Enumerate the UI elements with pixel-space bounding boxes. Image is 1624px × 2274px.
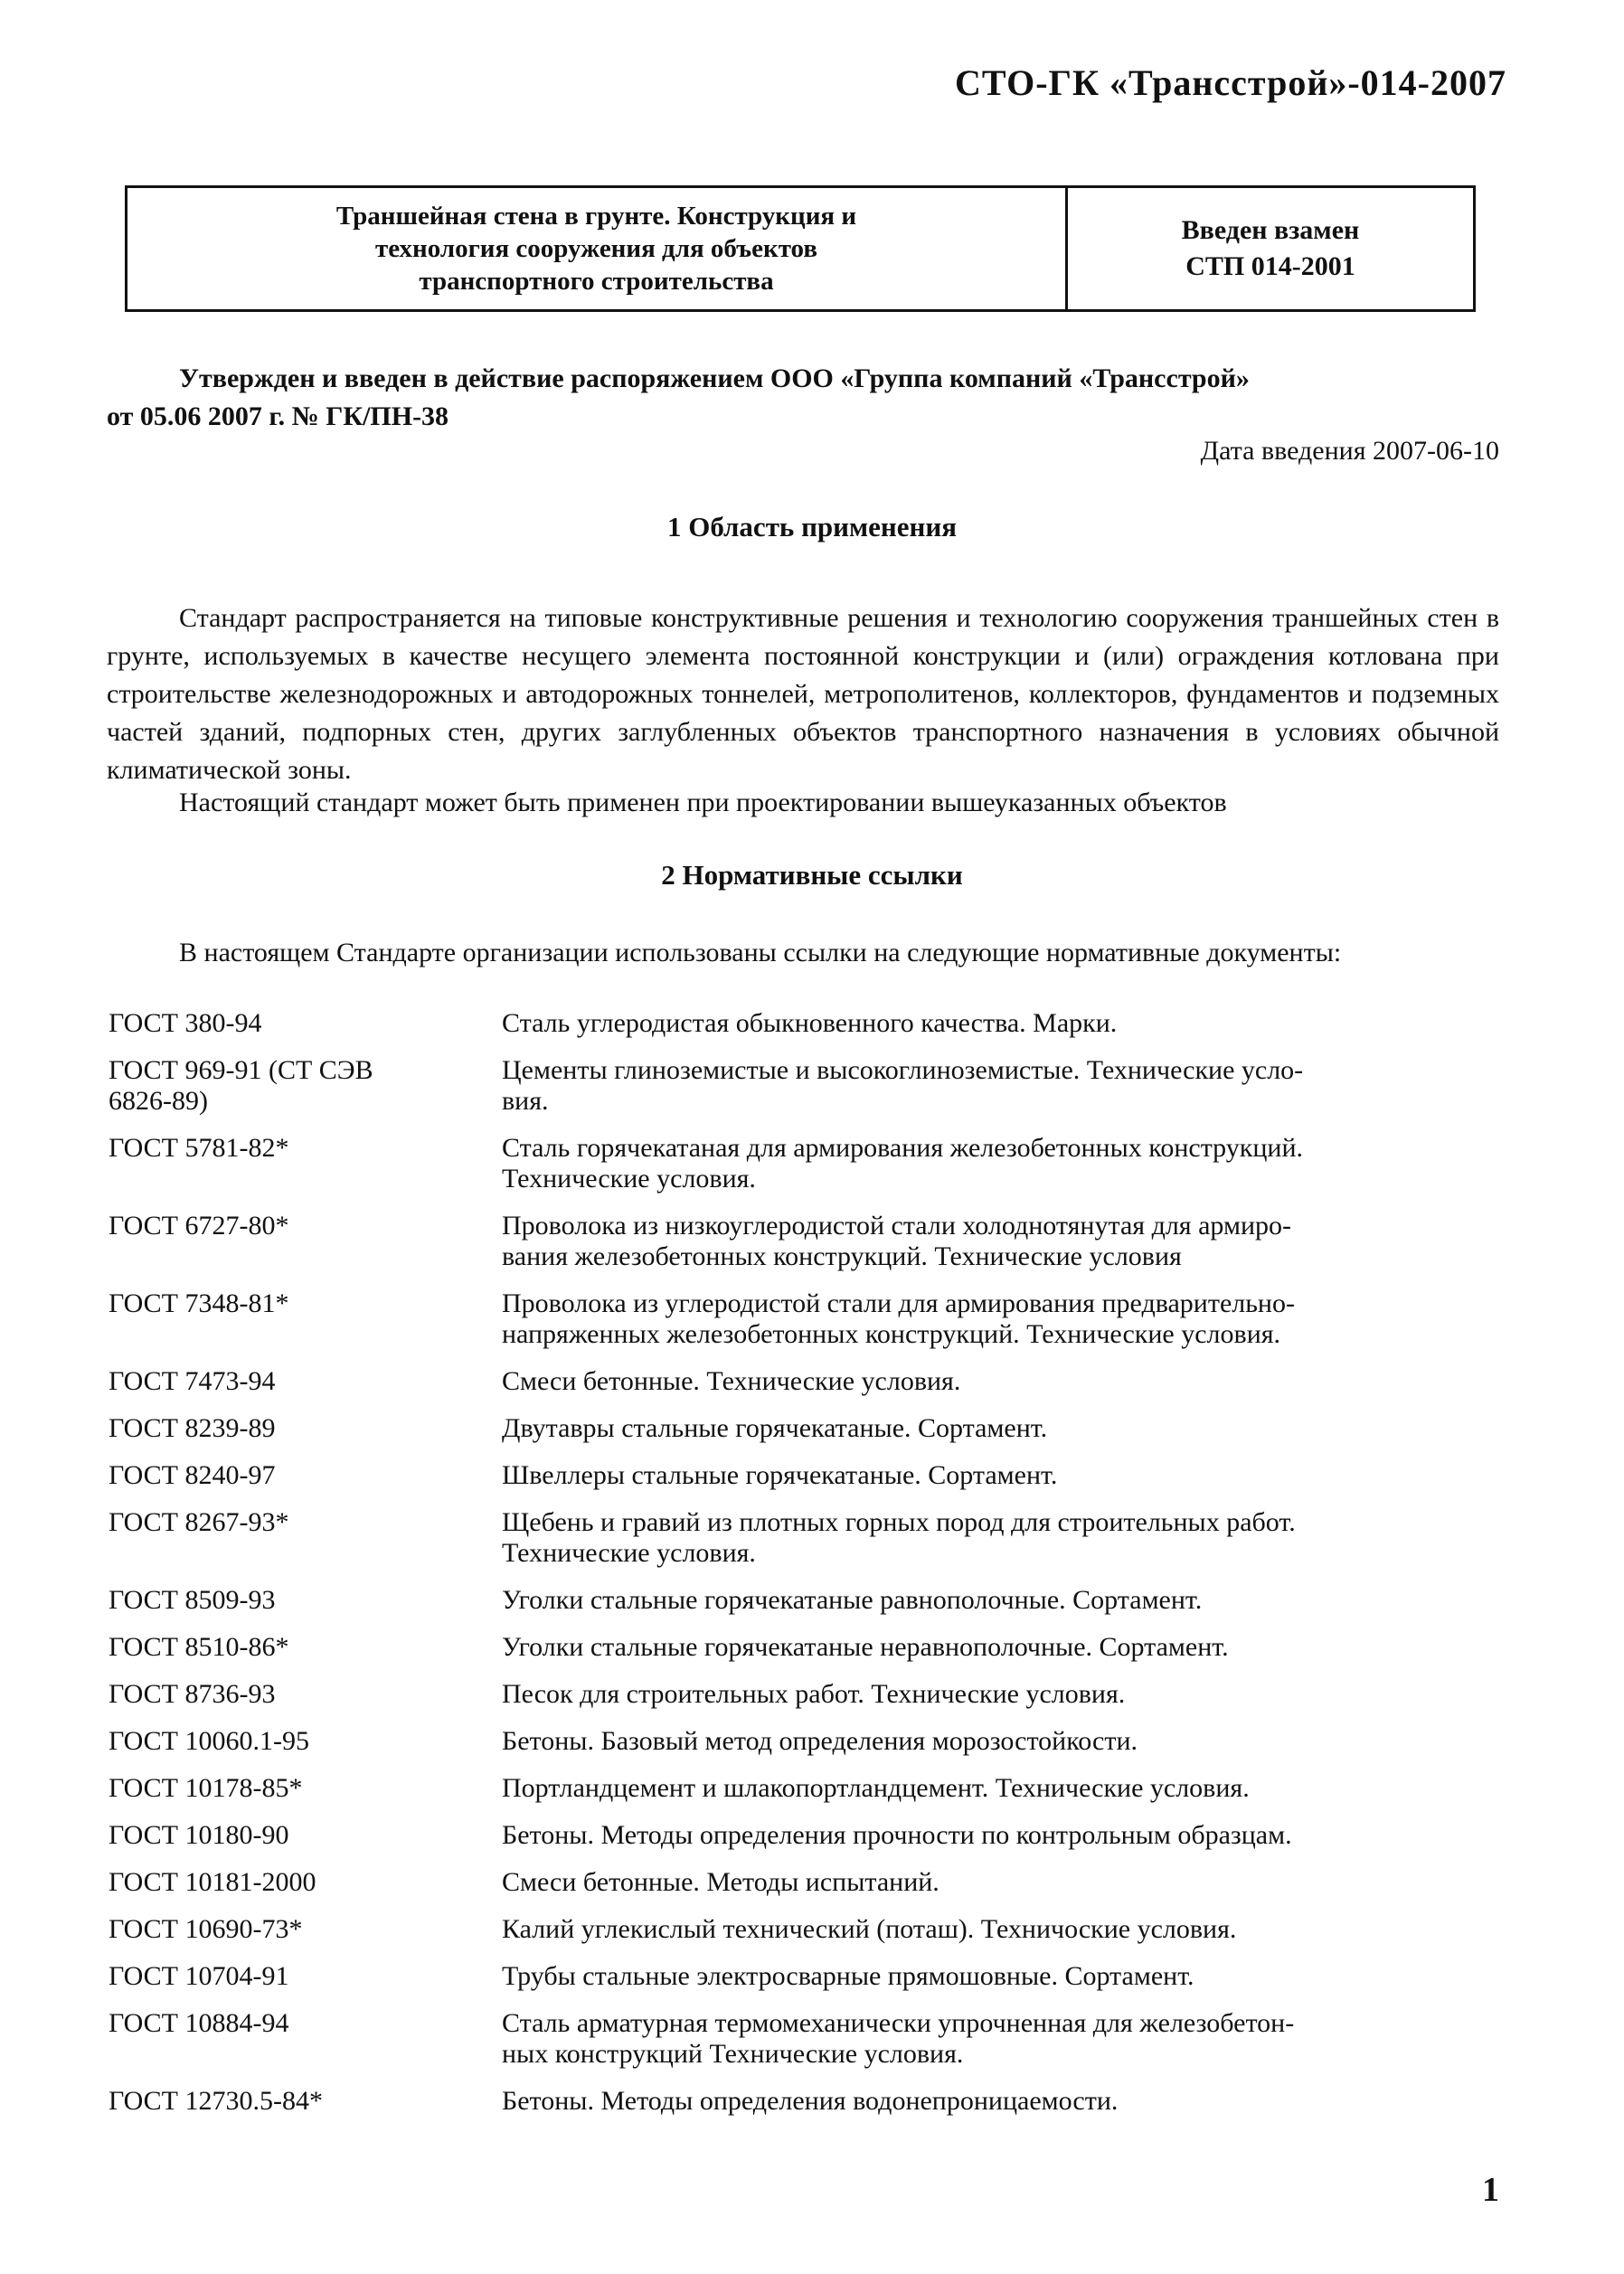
reference-row [109,1460,1501,1491]
reference-row [109,1679,1501,1710]
reference-code: ГОСТ 8736-93 [109,1679,276,1709]
document-code: СТО-ГК «Трансстрой»-014-2007 [955,62,1506,103]
approval-line-1: Утвержден и введен в действие распоряжением ООО «Группа компаний «Трансстрой» [179,363,1250,393]
reference-description: Песок для строительных работ. Технические условия. [502,1679,1126,1709]
reference-description: Сталь арматурная термомеханически упрочненная для железобетон- ных конструкций Технические условия. [502,2008,1295,2069]
reference-code: ГОСТ 8509-93 [109,1585,276,1615]
reference-row [109,1008,1501,1039]
reference-code: ГОСТ 7348-81* [109,1288,289,1318]
reference-description: Смеси бетонные. Методы испытаний. [502,1867,939,1897]
reference-code: ГОСТ 7473-94 [109,1366,276,1396]
reference-description: Бетоны. Базовый метод определения морозостойкости. [502,1726,1138,1756]
reference-row [109,2008,1501,2070]
page-number: 1 [1482,2171,1499,2209]
title-box [125,185,1476,312]
reference-code: ГОСТ 8510-86* [109,1632,289,1662]
reference-description: Сталь горячекатаная для армирования железобетонных конструкций. Технические условия. [502,1133,1304,1194]
reference-row [109,1366,1501,1397]
reference-row [109,1773,1501,1804]
reference-description: Цементы глиноземистые и высокоглиноземистые. Технические усло- вия. [502,1055,1304,1116]
reference-description: Уголки стальные горячекатаные неравнополочные. Сортамент. [502,1632,1229,1662]
reference-row [109,1413,1501,1444]
reference-description: Бетоны. Методы определения прочности по контрольным образцам. [502,1820,1292,1850]
replaces-note: Введен взамен СТП 014-2001 [1181,215,1360,281]
reference-description: Проволока из углеродистой стали для армирования предварительно- напряженных железобетонных конструкций. Технические условия. [502,1288,1295,1349]
reference-row [109,1632,1501,1663]
reference-row [109,1820,1501,1851]
scope-paragraph: Стандарт распространяется на типовые конструктивные решения и технологию сооружения траншейных стен в грунте, используемых в качестве несущего элемента постоянной конструкции и (или) ограждения котлована при строительстве железнодорожных и автодорожных тоннелей, метрополитенов, коллекторов, фундаментов и подземных частей зданий, подпорных стен, других заглубленных объектов транспортного назначения в условиях обычной климатической зоны. [107,603,1499,785]
document-title: Траншейная стена в грунте. Конструкция и технология сооружения для объектов транспортного строительства [127,188,1068,309]
reference-description: Проволока из низкоуглеродистой стали холоднотянутая для армиро- вания железобетонных конструкций. Технические условия [502,1211,1291,1271]
reference-code: ГОСТ 10180-90 [109,1820,289,1850]
reference-description: Калий углекислый технический (поташ). Техничоские условия. [502,1914,1237,1944]
references-list [109,1008,1501,2133]
reference-row [109,2086,1501,2117]
reference-code: ГОСТ 5781-82* [109,1133,289,1163]
reference-code: ГОСТ 10181-2000 [109,1867,316,1897]
reference-code: ГОСТ 969-91 (СТ СЭВ 6826-89) [109,1055,373,1116]
reference-code: ГОСТ 10178-85* [109,1773,303,1803]
reference-code: ГОСТ 10060.1-95 [109,1726,309,1756]
reference-row [109,1914,1501,1945]
reference-code: ГОСТ 10884-94 [109,2008,289,2038]
reference-code: ГОСТ 6727-80* [109,1211,289,1241]
reference-code: ГОСТ 10704-91 [109,1961,289,1991]
reference-code: ГОСТ 8267-93* [109,1507,289,1537]
approval-line-2: от 05.06 2007 г. № ГК/ПН-38 [107,401,449,431]
reference-row [109,1961,1501,1992]
reference-code: ГОСТ 8239-89 [109,1413,276,1443]
reference-description: Швеллеры стальные горячекатаные. Сортамент. [502,1460,1058,1490]
reference-code: ГОСТ 10690-73* [109,1914,303,1944]
reference-row [109,1133,1501,1194]
reference-description: Портландцемент и шлакопортландцемент. Технические условия. [502,1773,1250,1803]
reference-description: Двутавры стальные горячекатаные. Сортамент. [502,1413,1048,1443]
reference-description: Смеси бетонные. Технические условия. [502,1366,961,1396]
reference-code: ГОСТ 380-94 [109,1008,262,1038]
reference-description: Сталь углеродистая обыкновенного качества. Марки. [502,1008,1118,1038]
reference-code: ГОСТ 8240-97 [109,1460,276,1490]
reference-code: ГОСТ 12730.5-84* [109,2086,323,2116]
reference-row [109,1055,1501,1117]
reference-row [109,1726,1501,1757]
reference-row [109,1585,1501,1616]
approval-statement [107,360,1499,436]
reference-row [109,1288,1501,1350]
reference-row [109,1211,1501,1272]
reference-description: Уголки стальные горячекатаные равнополочные. Сортамент. [502,1585,1203,1615]
references-intro: В настоящем Стандарте организации использованы ссылки на следующие нормативные документы: [179,938,1342,967]
section-2-heading: 2 Нормативные ссылки [661,859,963,891]
applicability-paragraph: Настоящий стандарт может быть применен при проектировании вышеуказанных объектов [179,788,1227,817]
section-1-heading: 1 Область применения [666,511,958,543]
reference-description: Трубы стальные электросварные прямошовные. Сортамент. [502,1961,1194,1991]
introduction-date: Дата введения 2007-06-10 [1200,436,1499,466]
reference-row [109,1507,1501,1569]
reference-description: Бетоны. Методы определения водонепроницаемости. [502,2086,1119,2116]
reference-description: Щебень и гравий из плотных горных пород для строительных работ. Технические условия. [502,1507,1296,1568]
reference-row [109,1867,1501,1898]
